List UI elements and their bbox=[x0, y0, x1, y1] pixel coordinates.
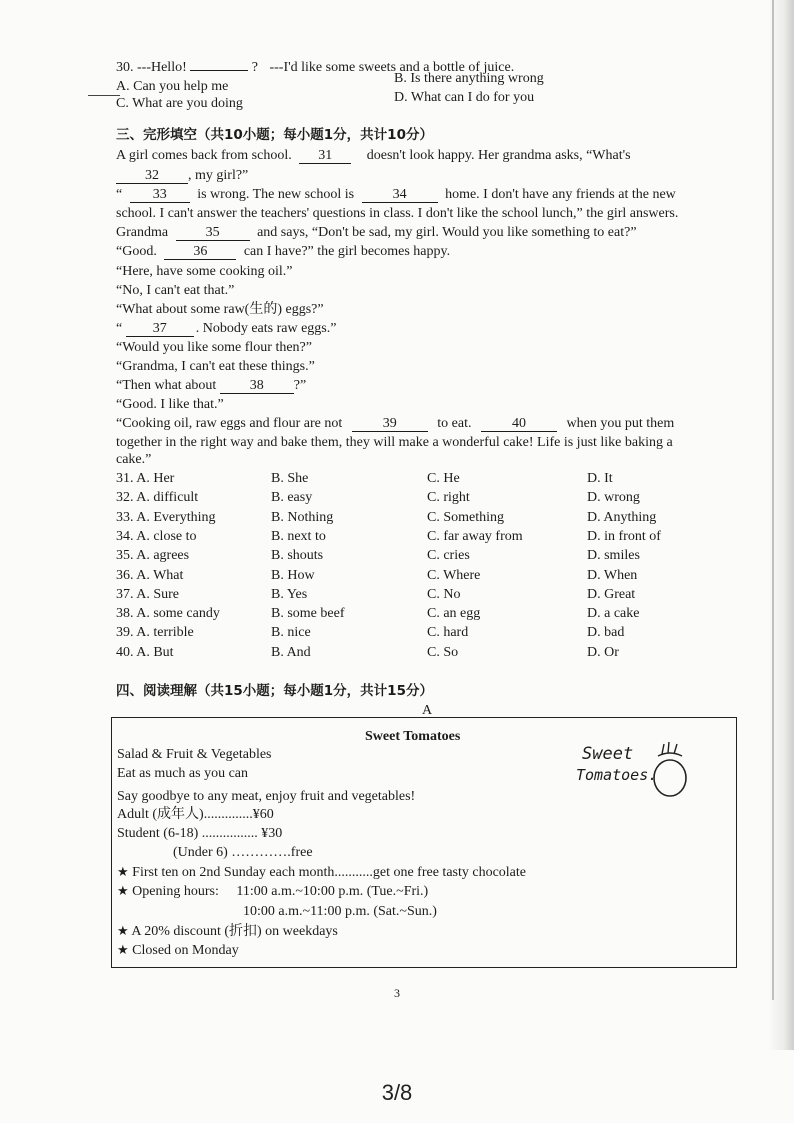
section4-heading: 四、阅读理解（共15小题；每小题1分，共计15分） bbox=[116, 683, 433, 699]
star-icon: ★ bbox=[117, 884, 129, 899]
option-37-c: C. No bbox=[427, 587, 461, 602]
passage-line-1 bbox=[116, 147, 631, 165]
passage-text: “Then what about bbox=[116, 378, 217, 393]
option-31-b: B. She bbox=[271, 471, 309, 486]
ad-star-2 bbox=[117, 883, 428, 901]
option-33-a: 33. A. Everything bbox=[116, 510, 216, 525]
ad-star-1 bbox=[117, 864, 526, 882]
passage-text: when you put them bbox=[566, 416, 675, 431]
sweet-tomatoes-logo bbox=[574, 738, 694, 806]
option-32-a: 32. A. difficult bbox=[116, 490, 199, 505]
option-40-b: B. And bbox=[271, 645, 311, 660]
passage-text: “ bbox=[116, 321, 123, 336]
option-36-d: D. When bbox=[587, 568, 638, 583]
ad-opening-hours-weekday: 11:00 a.m.~10:00 p.m. (Tue.~Fri.) bbox=[236, 884, 429, 899]
ad-star-4 bbox=[117, 942, 239, 960]
passage-text: is wrong. The new school is bbox=[197, 187, 355, 202]
option-39-c: C. hard bbox=[427, 625, 469, 640]
passage-text: home. I don't have any friends at the new bbox=[445, 187, 676, 202]
option-36-c: C. Where bbox=[427, 568, 481, 583]
passage-line-9: “What about some raw(生的) eggs?” bbox=[116, 302, 324, 317]
ad-line-1: Salad & Fruit & Vegetables bbox=[117, 747, 272, 762]
q30-stem-suffix: ---I'd like some sweets and a bottle of juice. bbox=[269, 60, 515, 75]
passage-text: . Nobody eats raw eggs.” bbox=[195, 321, 337, 336]
option-32-d: D. wrong bbox=[587, 490, 640, 505]
option-38-b: B. some beef bbox=[271, 606, 345, 621]
option-31-d: D. It bbox=[587, 471, 613, 486]
option-32-b: B. easy bbox=[271, 490, 313, 505]
blank-39: 39 bbox=[352, 416, 428, 432]
option-33-d: D. Anything bbox=[587, 510, 657, 525]
passage-text: A girl comes back from school. bbox=[116, 148, 292, 163]
ad-star-3 bbox=[117, 923, 338, 941]
blank-37: 37 bbox=[126, 321, 194, 337]
blank-38: 38 bbox=[220, 378, 294, 394]
ad-star-text: First ten on 2nd Sunday each month...........get one free tasty chocolate bbox=[132, 865, 527, 880]
q30-blank bbox=[190, 70, 248, 71]
option-35-d: D. smiles bbox=[587, 548, 640, 563]
option-40-c: C. So bbox=[427, 645, 459, 660]
section3-heading: 三、完形填空（共10小题；每小题1分，共计10分） bbox=[116, 127, 433, 143]
ad-line-2: Eat as much as you can bbox=[117, 766, 249, 781]
option-39-a: 39. A. terrible bbox=[116, 625, 194, 640]
passage-line-2 bbox=[116, 167, 248, 185]
option-34-c: C. far away from bbox=[427, 529, 523, 544]
option-37-a: 37. A. Sure bbox=[116, 587, 179, 602]
passage-text: “ bbox=[116, 187, 123, 202]
option-37-b: B. Yes bbox=[271, 587, 308, 602]
ad-line-under6-price: (Under 6) ………….free bbox=[173, 845, 313, 860]
option-36-a: 36. A. What bbox=[116, 568, 184, 583]
ad-box bbox=[111, 717, 737, 968]
passage-text: to eat. bbox=[437, 416, 472, 431]
option-38-c: C. an egg bbox=[427, 606, 481, 621]
ad-opening-hours-weekend: 10:00 a.m.~11:00 p.m. (Sat.~Sun.) bbox=[243, 904, 437, 919]
q30-option-a: A. Can you help me bbox=[116, 79, 229, 94]
q30-option-b: B. Is there anything wrong bbox=[394, 71, 544, 86]
option-33-c: C. Something bbox=[427, 510, 505, 525]
passage-text: , my girl?” bbox=[188, 168, 249, 183]
option-32-c: C. right bbox=[427, 490, 470, 505]
q30-option-c: C. What are you doing bbox=[116, 96, 243, 111]
option-35-b: B. shouts bbox=[271, 548, 324, 563]
passage-line-14: “Good. I like that.” bbox=[116, 397, 224, 412]
ad-line-3: Say goodbye to any meat, enjoy fruit and vegetables! bbox=[117, 789, 416, 804]
passage-line-11: “Would you like some flour then?” bbox=[116, 340, 312, 355]
printed-page-number: 3 bbox=[394, 986, 400, 1000]
option-39-b: B. nice bbox=[271, 625, 311, 640]
star-icon: ★ bbox=[117, 924, 129, 939]
passage-line-16: together in the right way and bake them, they will make a wonderful cake! Life is just like baking a bbox=[116, 435, 673, 450]
option-37-d: D. Great bbox=[587, 587, 636, 602]
star-icon: ★ bbox=[117, 943, 129, 958]
ad-line-adult-price: Adult (成年人)..............¥60 bbox=[117, 807, 274, 822]
option-34-d: D. in front of bbox=[587, 529, 661, 544]
ad-star-text: A 20% discount (折扣) on weekdays bbox=[131, 924, 338, 939]
option-33-b: B. Nothing bbox=[271, 510, 334, 525]
logo-text-tomatoes: Tomatoes. bbox=[576, 766, 658, 784]
option-34-b: B. next to bbox=[271, 529, 326, 544]
passage-text: and says, “Don't be sad, my girl. Would you like something to eat?” bbox=[257, 225, 637, 240]
ad-opening-label: Opening hours: bbox=[132, 884, 219, 899]
ad-line-student-price: Student (6-18) ................ ¥30 bbox=[117, 826, 283, 841]
passage-line-17: cake.” bbox=[116, 452, 152, 467]
q30-stem-prefix: 30. ---Hello! bbox=[116, 60, 187, 75]
blank-40: 40 bbox=[481, 416, 557, 432]
q30-option-d: D. What can I do for you bbox=[394, 90, 535, 105]
option-38-a: 38. A. some candy bbox=[116, 606, 220, 621]
logo-text-sweet: Sweet bbox=[582, 744, 634, 764]
passage-line-4: school. I can't answer the teachers' questions in class. I don't like the school lunch,” the girl answers. bbox=[116, 206, 679, 221]
option-35-a: 35. A. agrees bbox=[116, 548, 190, 563]
option-34-a: 34. A. close to bbox=[116, 529, 197, 544]
ad-title: Sweet Tomatoes bbox=[365, 729, 461, 744]
option-35-c: C. cries bbox=[427, 548, 470, 563]
passage-text: ?” bbox=[293, 378, 307, 393]
page-indicator: 3/8 bbox=[381, 1080, 413, 1105]
option-40-d: D. Or bbox=[587, 645, 619, 660]
blank-33: 33 bbox=[130, 187, 190, 203]
passage-line-8: “No, I can't eat that.” bbox=[116, 283, 235, 298]
blank-31: 31 bbox=[299, 148, 351, 164]
option-31-a: 31. A. Her bbox=[116, 471, 175, 486]
passage-line-6 bbox=[116, 243, 450, 261]
passage-line-13 bbox=[116, 377, 306, 395]
option-39-d: D. bad bbox=[587, 625, 625, 640]
passage-text: can I have?” the girl becomes happy. bbox=[243, 244, 451, 259]
passage-text: Grandma bbox=[116, 225, 169, 240]
q30-stem-mark: ? bbox=[251, 60, 258, 75]
page-edge-line bbox=[772, 0, 774, 1000]
passage-text: doesn't look happy. Her grandma asks, “What's bbox=[366, 148, 631, 163]
passage-text: “Cooking oil, raw eggs and flour are not bbox=[116, 416, 343, 431]
passage-line-12: “Grandma, I can't eat these things.” bbox=[116, 359, 315, 374]
option-40-a: 40. A. But bbox=[116, 645, 174, 660]
passage-line-10 bbox=[116, 320, 336, 338]
ad-star-text: Closed on Monday bbox=[132, 943, 239, 958]
passage-line-3 bbox=[116, 186, 676, 204]
star-icon: ★ bbox=[117, 865, 129, 880]
passage-line-5 bbox=[116, 224, 637, 242]
option-36-b: B. How bbox=[271, 568, 315, 583]
blank-34: 34 bbox=[362, 187, 438, 203]
blank-32: 32 bbox=[116, 168, 188, 184]
option-38-d: D. a cake bbox=[587, 606, 640, 621]
passage-text: “Good. bbox=[116, 244, 157, 259]
blank-36: 36 bbox=[164, 244, 236, 260]
passage-line-7: “Here, have some cooking oil.” bbox=[116, 264, 293, 279]
passage-label: A bbox=[422, 703, 433, 718]
passage-line-15 bbox=[116, 415, 674, 433]
option-31-c: C. He bbox=[427, 471, 460, 486]
blank-35: 35 bbox=[176, 225, 250, 241]
